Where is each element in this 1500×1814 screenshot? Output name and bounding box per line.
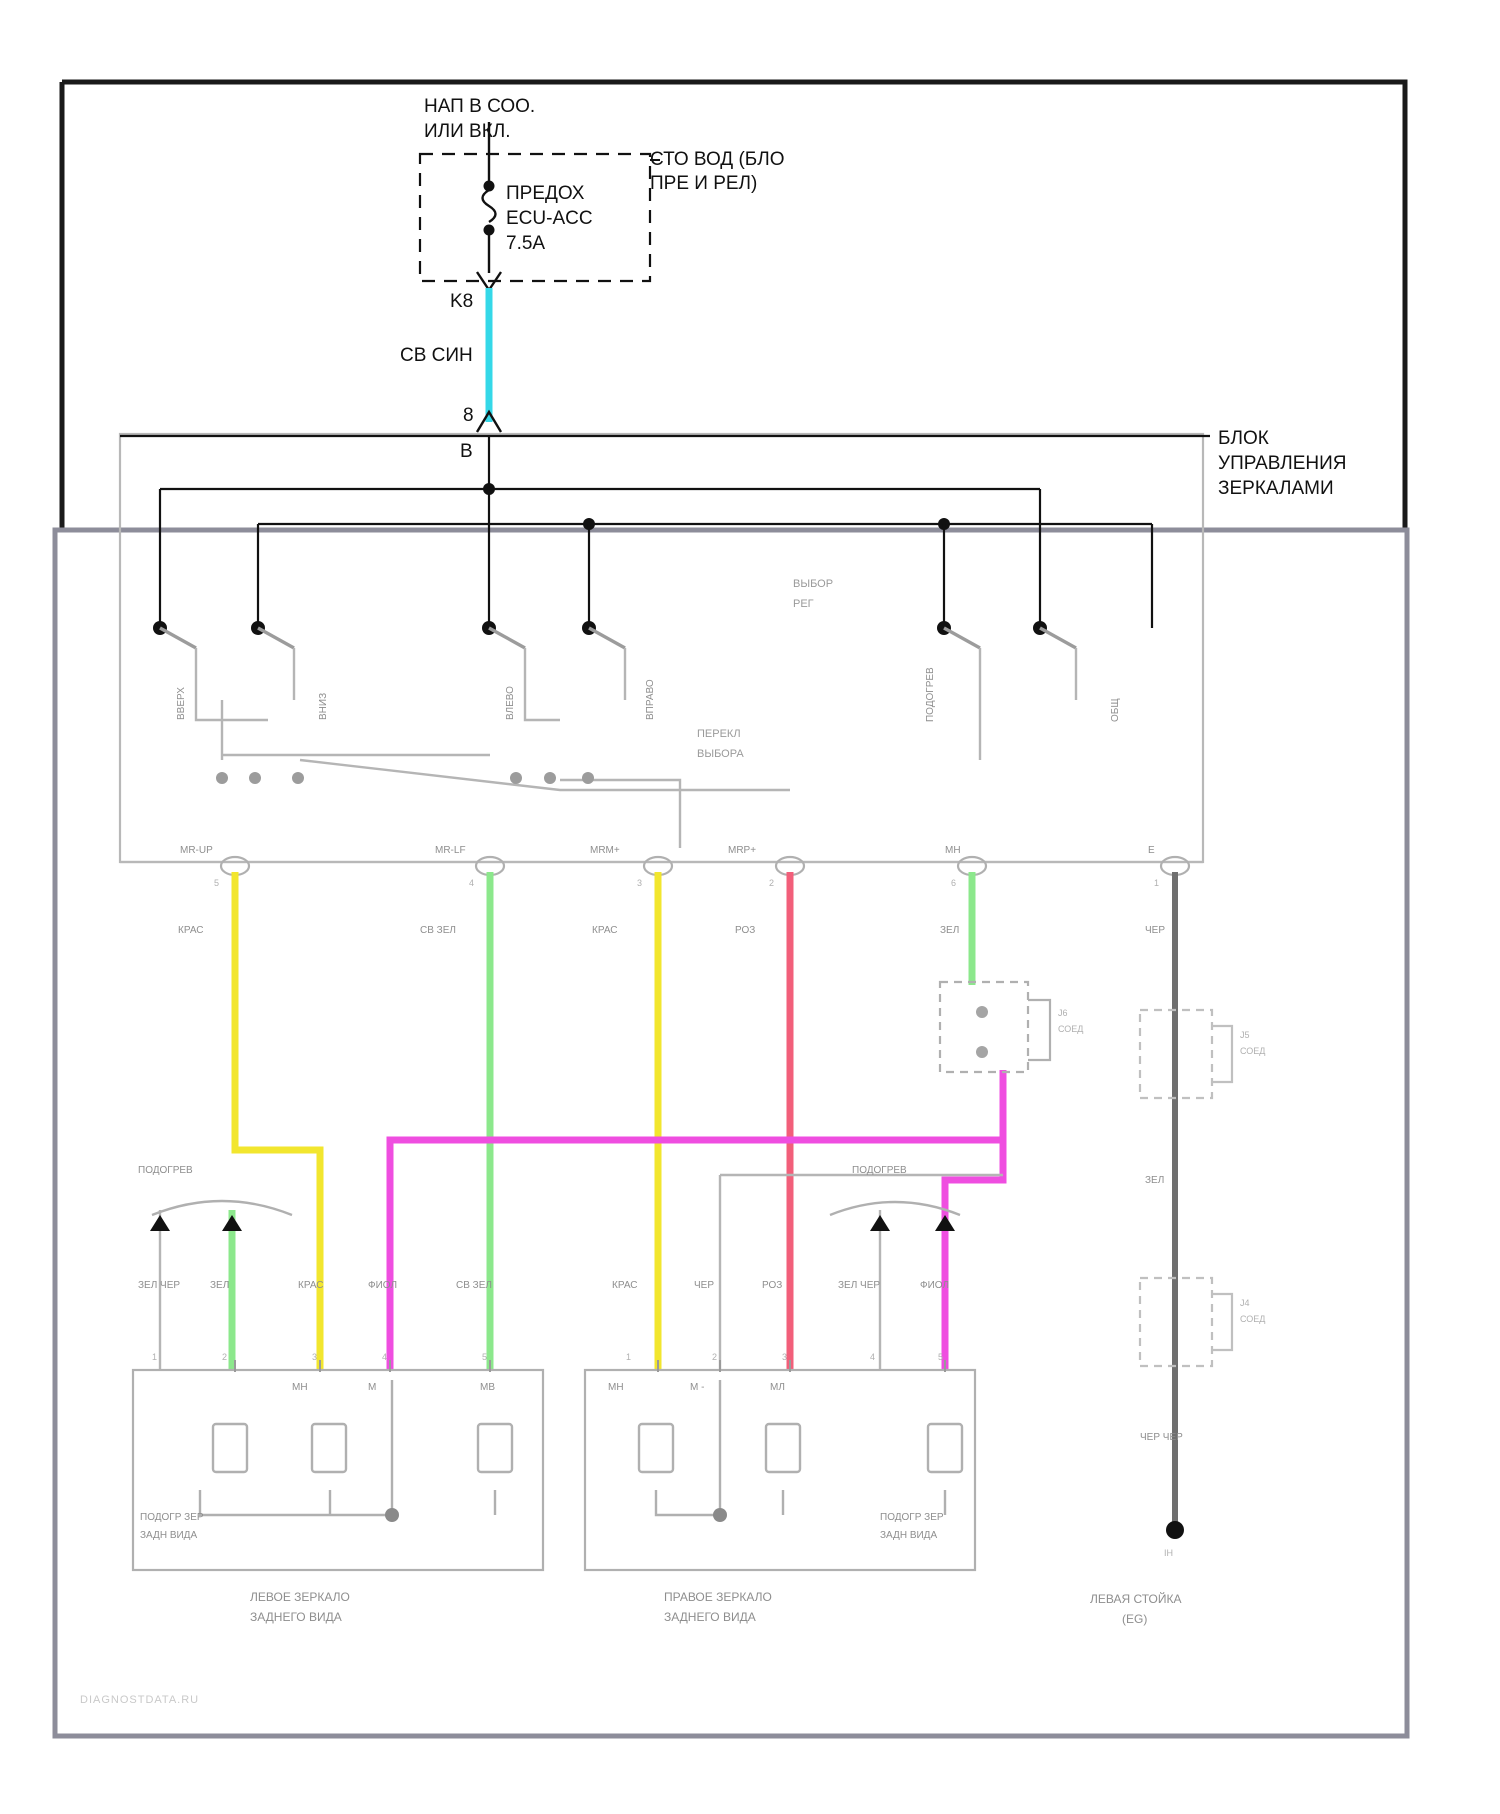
right-heater-label: ПОДОГРЕВ	[852, 1165, 907, 1176]
fuse-name-label: ПРЕДОХ	[506, 183, 585, 204]
fuse-rating-label: 7.5A	[506, 233, 546, 254]
connector-j5-label-2: СОЕД	[1240, 1046, 1266, 1056]
terminal-label-mrp: MRP+	[728, 845, 757, 856]
terminal-num-3: 3	[637, 878, 643, 888]
right-pin-3: 3	[782, 1352, 788, 1362]
ground-wire-name-1: ЧЕР ЧЕР	[1140, 1432, 1183, 1443]
left-wire-name-3: КРАС	[298, 1280, 324, 1291]
ground-wire-name-mid: ЗЕЛ	[1145, 1175, 1165, 1186]
terminal-label-mr-lf: MR-LF	[435, 845, 466, 856]
ground-label-1: ЛЕВАЯ СТОЙКА	[1090, 1592, 1182, 1606]
right-pin-1: 1	[626, 1352, 632, 1362]
ground-point	[1166, 1521, 1184, 1539]
j6-pin-1	[976, 1006, 988, 1018]
right-mirror-caption-2: ЗАДНЕГО ВИДА	[664, 1610, 756, 1624]
terminal-label-mr-up: MR-UP	[180, 845, 213, 856]
terminal-num-5: 5	[214, 878, 220, 888]
terminal-label-mh: MH	[945, 845, 961, 856]
right-wire-name-1: КРАС	[612, 1280, 638, 1291]
module-note2-2: ВЫБОРА	[697, 748, 744, 760]
wire-name-4: РОЗ	[735, 925, 756, 936]
wire-name-1: КРАС	[178, 925, 204, 936]
left-pin-3: 3	[312, 1352, 318, 1362]
left-heater-note-1: ПОДОГР ЗЕР	[140, 1512, 204, 1523]
terminal-num-1: 1	[1154, 878, 1160, 888]
module-label-3: ЗЕРКАЛАМИ	[1218, 478, 1334, 499]
right-pin-label-2: М -	[690, 1382, 705, 1393]
terminal-label-e: E	[1148, 845, 1155, 856]
left-mirror-caption-1: ЛЕВОЕ ЗЕРКАЛО	[250, 1590, 350, 1604]
power-source-label-1: НАП В СОО.	[424, 96, 536, 117]
connector-pin-number: 8	[463, 405, 474, 426]
right-pin-5: 5	[938, 1352, 944, 1362]
ground-tag: IH	[1164, 1548, 1173, 1558]
right-wire-name-2: ЧЕР	[694, 1280, 715, 1291]
fuse-box-label-2: ПРЕ И РЕЛ)	[650, 173, 758, 194]
switch-label-right: ВПРАВО	[645, 679, 656, 720]
right-pin-label-3: МЛ	[770, 1382, 785, 1393]
right-wire-name-4: ЗЕЛ ЧЕР	[838, 1280, 881, 1291]
wire-color-label: СВ СИН	[400, 345, 473, 366]
left-heater-note-2: ЗАДН ВИДА	[140, 1530, 198, 1541]
terminal-num-4: 4	[469, 878, 475, 888]
connector-j6-label-2: СОЕД	[1058, 1024, 1084, 1034]
left-pin-label-1: МН	[292, 1382, 308, 1393]
switch-label-down: ВНИЗ	[318, 692, 329, 720]
right-mirror-caption-1: ПРАВОЕ ЗЕРКАЛО	[664, 1590, 772, 1604]
connector-pin-letter: B	[460, 441, 473, 462]
right-mirror-ground-node	[713, 1508, 727, 1522]
right-pin-4: 4	[870, 1352, 876, 1362]
switch-label-up: ВВЕРХ	[176, 687, 187, 720]
module-label-1: БЛОК	[1218, 428, 1269, 449]
ground-label-2: (EG)	[1122, 1612, 1148, 1626]
left-pin-1: 1	[152, 1352, 158, 1362]
terminal-num-6: 6	[951, 878, 957, 888]
right-wire-name-5: ФИОЛ	[920, 1280, 950, 1291]
module-note-2: РЕГ	[793, 598, 814, 610]
switch-label-heat: ПОДОГРЕВ	[925, 667, 936, 722]
switch-label-common: ОБЩ	[1110, 698, 1121, 722]
left-heater-label: ПОДОГРЕВ	[138, 1165, 193, 1176]
terminal-num-2: 2	[769, 878, 775, 888]
left-mirror-caption-2: ЗАДНЕГО ВИДА	[250, 1610, 342, 1624]
connector-j4-label-1: J4	[1240, 1298, 1250, 1308]
wire-name-2: СВ ЗЕЛ	[420, 925, 456, 936]
watermark: DIAGNOSTDATA.RU	[80, 1694, 200, 1706]
left-pin-5: 5	[482, 1352, 488, 1362]
power-source-label-2: ИЛИ ВКЛ.	[424, 121, 511, 142]
wire-name-3: КРАС	[592, 925, 618, 936]
fuse-box-label-1: СТО ВОД (БЛО	[650, 149, 785, 170]
right-heater-note-1: ПОДОГР ЗЕР	[880, 1512, 944, 1523]
page-background	[62, 82, 1405, 1736]
connector-j5-label-1: J5	[1240, 1030, 1250, 1040]
left-mirror-ground-node	[385, 1508, 399, 1522]
left-wire-name-2: ЗЕЛ	[210, 1280, 230, 1291]
j6-pin-2	[976, 1046, 988, 1058]
module-note-1: ВЫБОР	[793, 578, 834, 590]
left-wire-name-1a: ЗЕЛ ЧЕР	[138, 1280, 181, 1291]
right-heater-note-2: ЗАДН ВИДА	[880, 1530, 938, 1541]
module-label-2: УПРАВЛЕНИЯ	[1218, 453, 1347, 474]
module-note2-1: ПЕРЕКЛ	[697, 728, 741, 740]
connector-j4-label-2: СОЕД	[1240, 1314, 1266, 1324]
left-pin-4: 4	[382, 1352, 388, 1362]
right-pin-label-1: МН	[608, 1382, 624, 1393]
connector-j6-label-1: J6	[1058, 1008, 1068, 1018]
left-pin-2: 2	[222, 1352, 228, 1362]
left-pin-label-3: МВ	[480, 1382, 495, 1393]
left-pin-label-2: М	[368, 1382, 377, 1393]
switch-label-left: ВЛЕВО	[505, 686, 516, 720]
wire-name-5: ЗЕЛ	[940, 925, 960, 936]
terminal-label-mrm: MRM+	[590, 845, 620, 856]
fuse-circuit-label: ECU-ACC	[506, 208, 593, 229]
right-pin-2: 2	[712, 1352, 718, 1362]
left-wire-name-4: ФИОЛ	[368, 1280, 398, 1291]
right-wire-name-3: РОЗ	[762, 1280, 783, 1291]
left-wire-name-5: СВ ЗЕЛ	[456, 1280, 492, 1291]
fuse-pin-label: K8	[450, 291, 474, 312]
wire-name-6: ЧЕР	[1145, 925, 1166, 936]
